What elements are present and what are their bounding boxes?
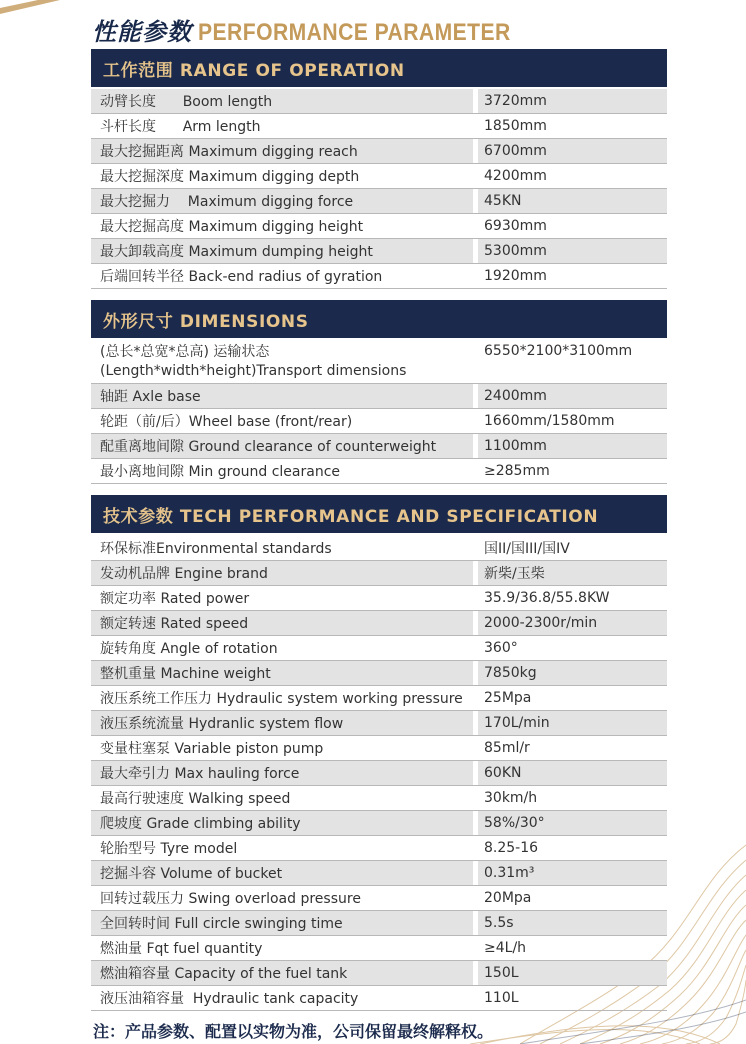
table-row: [91, 114, 667, 139]
param-label: 最大挖掘力 Maximum digging force: [100, 194, 354, 210]
param-label: 额定功率 Rated power: [100, 591, 250, 607]
param-label: 轴距 Axle base: [100, 389, 201, 405]
section-header: 外形尺寸 DIMENSIONS: [91, 300, 667, 338]
param-value: 5.5s: [484, 915, 514, 931]
table-row: [91, 89, 667, 114]
footnote: 注：产品参数、配置以实物为准，公司保留最终解释权。: [93, 1022, 494, 1041]
param-value: 360°: [484, 640, 518, 656]
param-label: 液压油箱容量 Hydraulic tank capacity: [100, 991, 359, 1007]
param-value: 25Mpa: [484, 690, 532, 706]
table-row: [91, 936, 667, 961]
param-value: 170L/min: [484, 715, 550, 731]
table-row: [91, 189, 667, 214]
param-label: 发动机品牌 Engine brand: [100, 566, 268, 582]
param-label: 液压系统流量 Hydranlic system flow: [100, 716, 344, 732]
table-row: [91, 886, 667, 911]
param-label-en: (Length*width*height)Transport dimensions: [100, 362, 407, 379]
param-value: 85ml/r: [484, 740, 530, 756]
param-value: 2400mm: [484, 388, 547, 404]
table-row: [91, 811, 667, 836]
param-label: 斗杆长度 Arm length: [100, 119, 261, 135]
param-label: 最大挖掘深度 Maximum digging depth: [100, 169, 360, 185]
section-dimensions: [91, 300, 667, 484]
section-header: 技术参数 TECH PERFORMANCE AND SPECIFICATION: [91, 495, 667, 533]
param-label: 最大卸载高度 Maximum dumping height: [100, 244, 373, 260]
page-title-en: PERFORMANCE PARAMETER: [198, 19, 511, 46]
table-row: [91, 786, 667, 811]
param-value: 5300mm: [484, 243, 547, 259]
param-value: 2000-2300r/min: [484, 615, 598, 631]
param-label: 挖掘斗容 Volume of bucket: [100, 866, 283, 882]
param-value: 110L: [484, 990, 519, 1006]
param-label: 动臂长度 Boom length: [100, 94, 273, 110]
param-value: 35.9/36.8/55.8KW: [484, 590, 610, 606]
param-label: 轮距（前/后）Wheel base (front/rear): [100, 414, 353, 430]
param-label: 回转过载压力 Swing overload pressure: [100, 891, 361, 907]
param-label: 整机重量 Machine weight: [100, 666, 271, 682]
param-label: 最大挖掘距离 Maximum digging reach: [100, 144, 358, 160]
param-label: 爬坡度 Grade climbing ability: [100, 816, 301, 832]
param-value: 国II/国III/国IV: [484, 541, 570, 557]
table-row: [91, 911, 667, 936]
param-value: 8.25-16: [484, 840, 539, 856]
table-row: [91, 139, 667, 164]
param-label: 最大牵引力 Max hauling force: [100, 766, 300, 782]
param-label: 旋转角度 Angle of rotation: [100, 641, 278, 657]
table-row: [91, 214, 667, 239]
page-title-cn: 性能参数: [92, 18, 192, 46]
table-row: [91, 340, 667, 384]
param-label: 最高行驶速度 Walking speed: [100, 791, 291, 807]
table-row: [91, 561, 667, 586]
table-row: [91, 239, 667, 264]
table-row: [91, 636, 667, 661]
param-value: 150L: [484, 965, 519, 981]
table-row: [91, 409, 667, 434]
param-value: 30km/h: [484, 790, 538, 806]
param-label: (总长*总宽*总高) 运输状态: [100, 343, 270, 360]
table-row: [91, 986, 667, 1011]
param-label: 配重离地间隙 Ground clearance of counterweight: [100, 439, 437, 455]
table-row: [91, 861, 667, 886]
table-row: [91, 586, 667, 611]
param-value: 7850kg: [484, 665, 537, 681]
table-row: [91, 711, 667, 736]
param-value: 60KN: [484, 765, 522, 781]
param-value: 45KN: [484, 193, 522, 209]
param-label: 额定转速 Rated speed: [100, 616, 249, 632]
param-label: 轮胎型号 Tyre model: [100, 841, 238, 857]
param-value: 6930mm: [484, 218, 547, 234]
param-value: 新柴/玉柴: [484, 566, 545, 582]
section-range-of-operation: [91, 49, 667, 289]
table-row: [91, 661, 667, 686]
table-row: [91, 836, 667, 861]
table-row: [91, 459, 667, 484]
param-value: 1100mm: [484, 438, 547, 454]
table-row: [91, 761, 667, 786]
section-tech-performance: [91, 495, 667, 1011]
param-label: 后端回转半径 Back-end radius of gyration: [100, 269, 383, 285]
param-value: 20Mpa: [484, 890, 532, 906]
section-header: 工作范围 RANGE OF OPERATION: [91, 49, 667, 87]
table-row: [91, 961, 667, 986]
table-row: [91, 686, 667, 711]
table-row: [91, 384, 667, 409]
param-label: 燃油量 Fqt fuel quantity: [100, 941, 263, 957]
table-row: [91, 611, 667, 636]
table-row: [91, 736, 667, 761]
param-label: 燃油箱容量 Capacity of the fuel tank: [100, 966, 348, 982]
table-row: [91, 264, 667, 289]
param-label: 液压系统工作压力 Hydraulic system working pressure: [100, 691, 463, 707]
param-value: 58%/30°: [484, 815, 545, 831]
table-row: [91, 536, 667, 561]
param-label: 最小离地间隙 Min ground clearance: [100, 464, 341, 480]
page-title: [92, 12, 553, 44]
param-label: 最大挖掘高度 Maximum digging height: [100, 219, 364, 235]
table-row: [91, 164, 667, 189]
param-label: 全回转时间 Full circle swinging time: [100, 916, 343, 932]
param-value: 1850mm: [484, 118, 547, 134]
param-value: 6700mm: [484, 143, 547, 159]
param-value: 6550*2100*3100mm: [484, 343, 633, 359]
param-label: 环保标准Environmental standards: [100, 541, 332, 557]
param-value: 0.31m³: [484, 865, 535, 881]
table-row: [91, 434, 667, 459]
param-value: 1660mm/1580mm: [484, 413, 615, 429]
param-value: 3720mm: [484, 93, 547, 109]
param-value: ≥4L/h: [484, 940, 527, 956]
param-value: 1920mm: [484, 268, 547, 284]
param-value: ≥285mm: [484, 463, 550, 479]
param-value: 4200mm: [484, 168, 547, 184]
param-label: 变量柱塞泵 Variable piston pump: [100, 741, 324, 757]
